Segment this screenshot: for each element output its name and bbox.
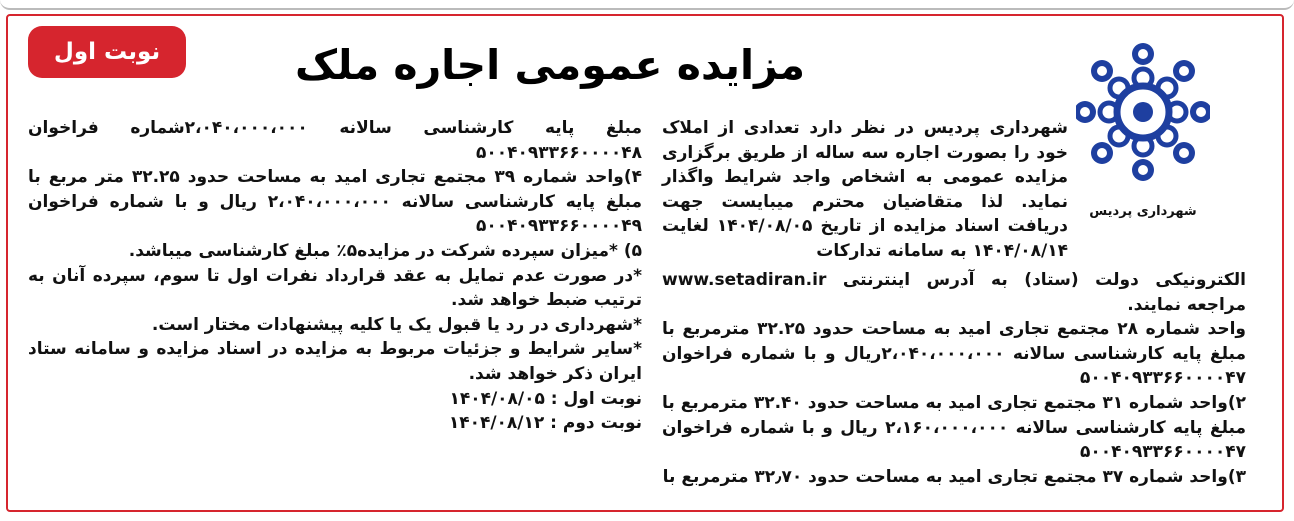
first-publication-date: نوبت اول : ۱۴۰۴/۰۸/۰۵ <box>449 388 642 409</box>
intro-continuation: الکترونیکی دولت (ستاد) به آدرس اینترنتی www.setadiran.ir مراجعه نمایند. <box>662 270 1246 315</box>
lot-item-1: واحد شماره ۲۸ مجتمع تجاری امید به مساحت حدود ۳۲.۲۵ مترمربع با مبلغ پایه کارشناسی سالانه ۲،۰۴۰،۰۰۰،۰۰۰ریال و با شماره فراخوان ۵۰۰۴۰۹۳۳۶۶۰۰۰۰۴۷ <box>662 319 1246 389</box>
logo-caption: شهرداری پردیس <box>1089 204 1197 219</box>
lot-item-3: ۳)واحد شماره ۳۷ مجتمع تجاری امید به مساحت حدود ۳۲٫۷۰ مترمربع با <box>662 466 1246 487</box>
lots-column <box>662 268 1246 489</box>
lot-item-2: ۲)واحد شماره ۳۱ مجتمع تجاری امید به مساحت حدود ۳۲.۴۰ مترمربع با مبلغ پایه کارشناسی سالانه ۲،۱۶۰،۰۰۰،۰۰۰ ریال و با شماره فراخوان ۵۰۰۴۰۹۳۳۶۶۰۰۰۰۴۷ <box>662 392 1246 463</box>
deposit-note: ۵) *میزان سپرده شرکت در مزایده۵٪ مبلغ کارشناسی میباشد. <box>128 240 642 261</box>
lot-item-4: ۴)واحد شماره ۳۹ مجتمع تجاری امید به مساحت حدود ۳۲.۲۵ متر مربع با مبلغ پایه کارشناسی سالانه ۲،۰۴۰،۰۰۰،۰۰۰ ریال و با شماره فراخوان ۵۰۰۴۰۹۳۳۶۶۰۰۰۰۴۹ <box>28 167 642 237</box>
lot-item-3-continuation: مبلغ پایه کارشناسی سالانه ۲،۰۴۰،۰۰۰،۰۰۰شماره فراخوان ۵۰۰۴۰۹۳۳۶۶۰۰۰۰۴۸ <box>28 118 642 163</box>
rights-note: *شهرداری در رد یا قبول یک یا کلیه پیشنهادات مختار است. <box>151 314 642 335</box>
second-publication-date: نوبت دوم : ۱۴۰۴/۰۸/۱۲ <box>448 413 642 434</box>
top-border-line <box>0 0 1294 10</box>
logo-emblem-icon <box>1076 32 1210 196</box>
intro-paragraph: شهرداری پردیس در نظر دارد تعدادی از املاک خود را بصورت اجاره سه ساله از طریق برگزاری مزایده عمومی به اشخاص واجد شرایط واگذار نماید. لذا متقاضیان محترم میبایست جهت دریافت اسناد مزایده از تاریخ ۱۴۰۴/۰۸/۰۵ لغایت ۱۴۰۴/۰۸/۱۴ به سامانه تدارکات <box>662 118 1068 261</box>
pardis-municipality-logo <box>1076 32 1210 219</box>
announcement-title: مزایده عمومی اجاره ملک <box>294 41 806 89</box>
conditions-column <box>28 116 642 436</box>
forfeit-note: *در صورت عدم تمایل به عقد قرارداد نفرات اول تا سوم، سپرده آنان به ترتیب ضبط خواهد شد. <box>28 265 642 311</box>
publication-round-badge: نوبت اول <box>28 26 186 78</box>
details-note: *سایر شرایط و جزئیات مربوط به مزایده در اسناد مزایده و سامانه ستاد ایران ذکر خواهد شد. <box>28 339 642 384</box>
intro-column <box>662 116 1068 264</box>
